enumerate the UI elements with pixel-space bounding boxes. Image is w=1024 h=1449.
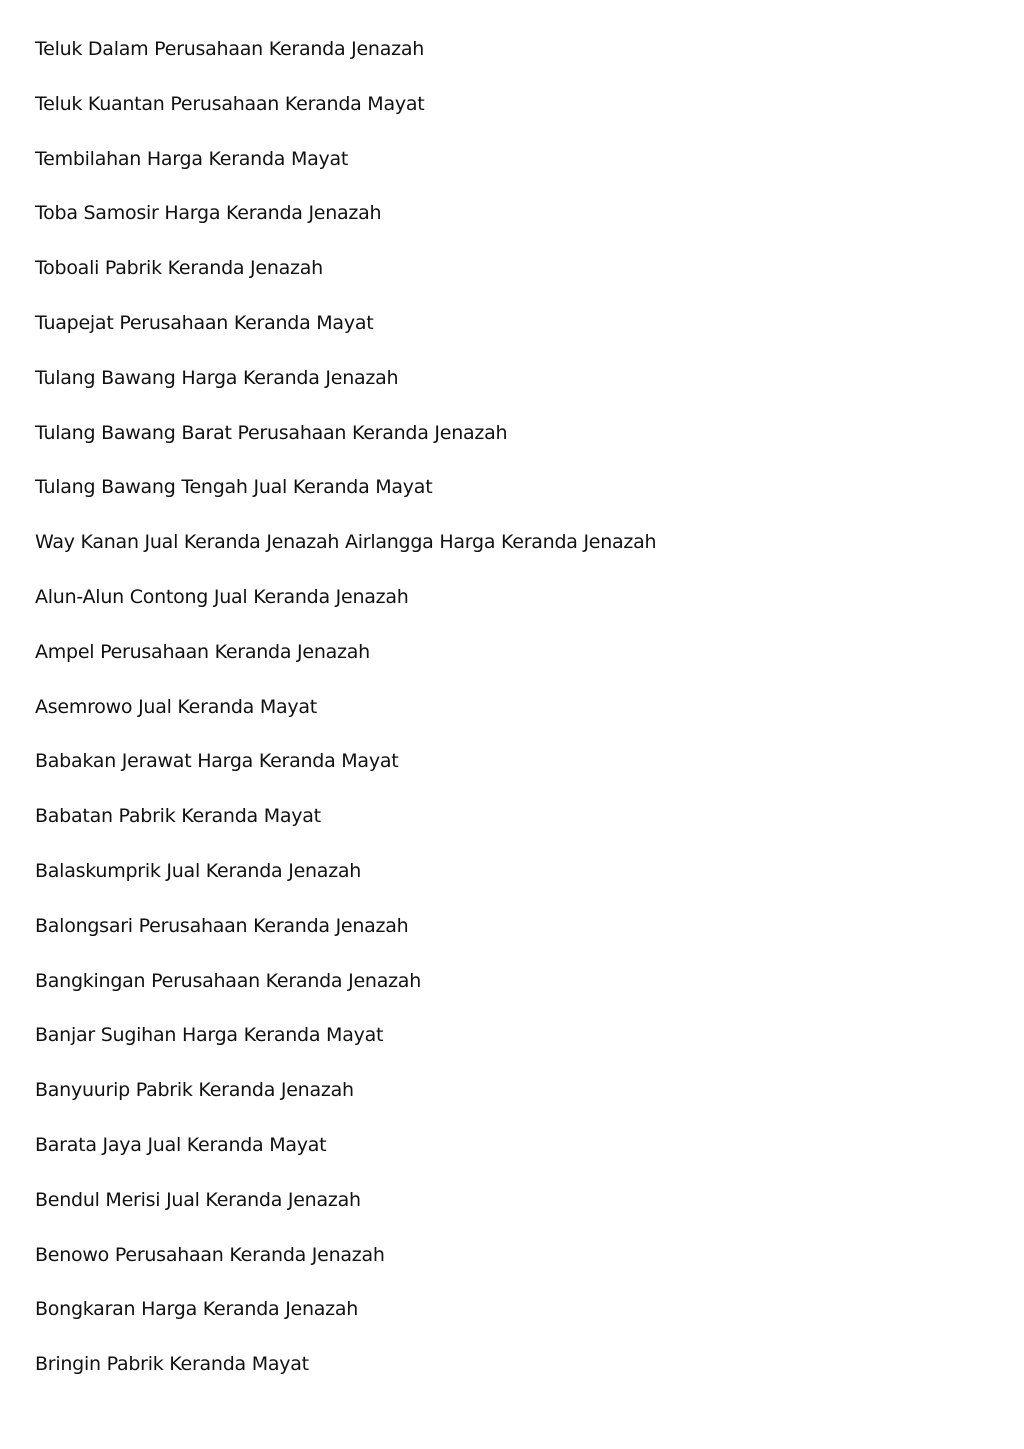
list-item: Tulang Bawang Barat Perusahaan Keranda Jenazah bbox=[35, 421, 508, 444]
list-item: Ampel Perusahaan Keranda Jenazah bbox=[35, 640, 370, 663]
list-item: Balaskumprik Jual Keranda Jenazah bbox=[35, 859, 362, 882]
list-item: Tulang Bawang Harga Keranda Jenazah bbox=[35, 366, 399, 389]
list-item: Bendul Merisi Jual Keranda Jenazah bbox=[35, 1188, 361, 1211]
list-item: Teluk Kuantan Perusahaan Keranda Mayat bbox=[35, 92, 425, 115]
list-item: Toboali Pabrik Keranda Jenazah bbox=[35, 257, 323, 280]
list-item: Alun-Alun Contong Jual Keranda Jenazah bbox=[35, 585, 409, 608]
list-item: Barata Jaya Jual Keranda Mayat bbox=[35, 1133, 327, 1156]
list-item: Tuapejat Perusahaan Keranda Mayat bbox=[35, 311, 374, 334]
list-item: Teluk Dalam Perusahaan Keranda Jenazah bbox=[35, 38, 425, 60]
list-item: Benowo Perusahaan Keranda Jenazah bbox=[35, 1243, 385, 1266]
list-item: Babatan Pabrik Keranda Mayat bbox=[35, 805, 321, 828]
list-item: Banjar Sugihan Harga Keranda Mayat bbox=[35, 1024, 384, 1047]
list-item: Bangkingan Perusahaan Keranda Jenazah bbox=[35, 969, 421, 992]
list-item: Banyuurip Pabrik Keranda Jenazah bbox=[35, 1079, 354, 1102]
list-item: Tulang Bawang Tengah Jual Keranda Mayat bbox=[35, 476, 433, 499]
list-item: Toba Samosir Harga Keranda Jenazah bbox=[35, 202, 382, 225]
list-item: Bringin Pabrik Keranda Mayat bbox=[35, 1353, 309, 1376]
list-item: Tembilahan Harga Keranda Mayat bbox=[35, 147, 349, 170]
list-item: Bongkaran Harga Keranda Jenazah bbox=[35, 1298, 359, 1321]
list-item: Asemrowo Jual Keranda Mayat bbox=[35, 695, 317, 718]
list-item: Way Kanan Jual Keranda Jenazah Airlangga Harga Keranda Jenazah bbox=[35, 531, 657, 554]
list-item: Balongsari Perusahaan Keranda Jenazah bbox=[35, 914, 409, 937]
entry-list bbox=[35, 37, 656, 1407]
list-item: Babakan Jerawat Harga Keranda Mayat bbox=[35, 750, 399, 773]
